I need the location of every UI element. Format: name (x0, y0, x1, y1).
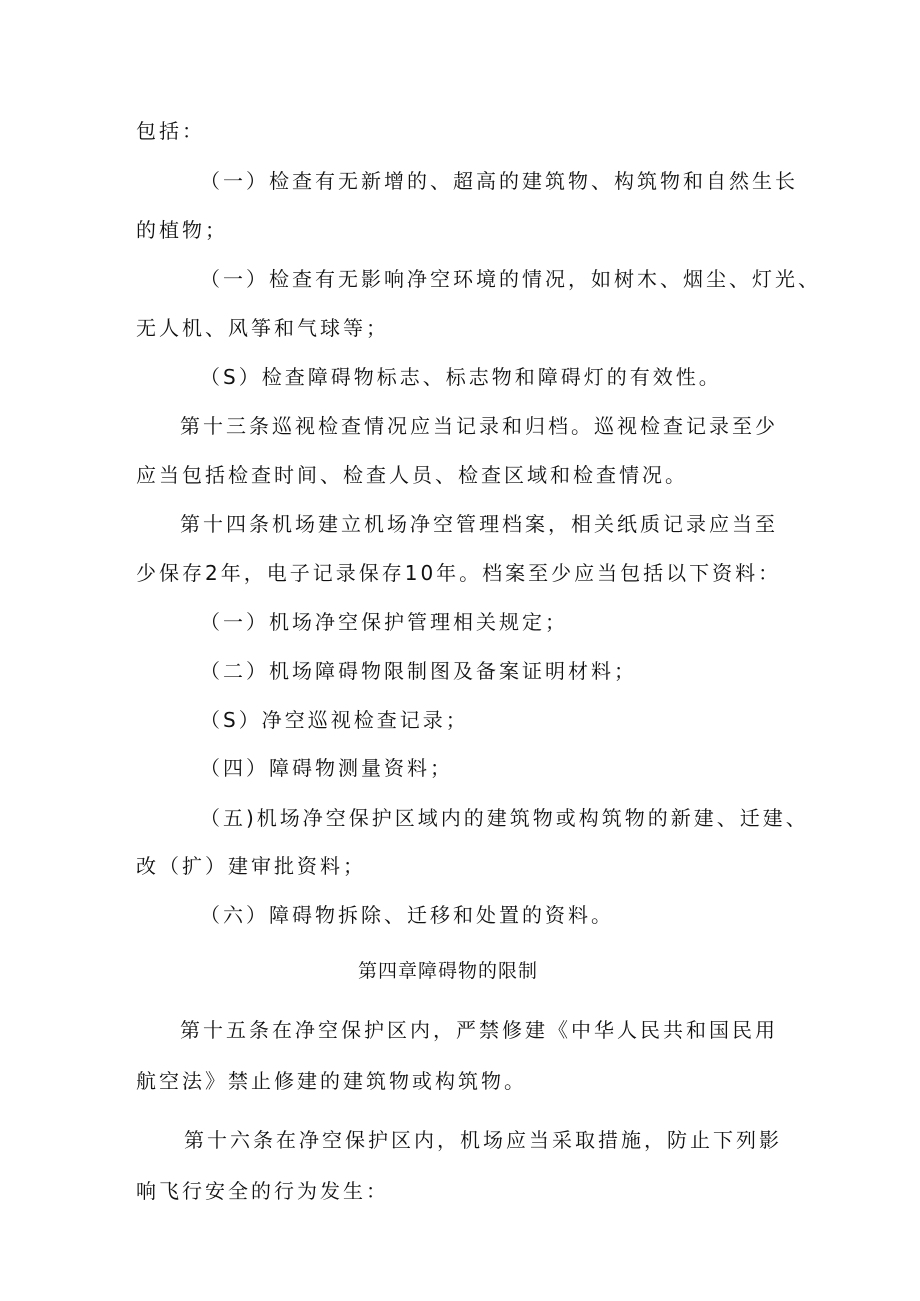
text-line: 第十三条巡视检查情况应当记录和归档。巡视检查记录至少 (180, 414, 778, 438)
text-line: 包括： (136, 119, 205, 143)
text-line: （二）机场障碍物限制图及备案证明材料； (200, 659, 637, 683)
text-line: （四）障碍物测量资料； (200, 756, 453, 780)
text-line: （一）检查有无新增的、超高的建筑物、构筑物和自然生长 (200, 169, 798, 193)
text-line: （S）检查障碍物标志、标志物和障碍灯的有效性。 (200, 365, 722, 389)
chapter-heading: 第四章障碍物的限制 (358, 960, 539, 982)
text-line: 第十四条机场建立机场净空管理档案，相关纸质记录应当至 (180, 512, 778, 536)
text-line: （一）检查有无影响净空环境的情况，如树木、烟尘、灯光、 (200, 267, 821, 291)
text-line: 无人机、风筝和气球等； (136, 316, 389, 340)
text-line: （六）障碍物拆除、迁移和处置的资料。 (200, 903, 614, 927)
text-line: 航空法》禁止修建的建筑物或构筑物。 (136, 1069, 527, 1093)
text-line: （五)机场净空保护区域内的建筑物或构筑物的新建、迁建、 (200, 806, 809, 830)
text-line: （S）净空巡视检查记录； (200, 708, 469, 732)
text-line: 第十五条在净空保护区内，严禁修建《中华人民共和国民用 (180, 1018, 778, 1042)
text-line: 少保存2年，电子记录保存10年。档案至少应当包括以下资料： (136, 561, 782, 585)
text-line: 改（扩）建审批资料； (136, 854, 366, 878)
text-line: 的植物； (136, 218, 228, 242)
text-line: 响飞行安全的行为发生： (136, 1179, 389, 1203)
text-line: （一）机场净空保护管理相关规定； (200, 610, 568, 634)
text-line: 应当包括检查时间、检查人员、检查区域和检查情况。 (136, 463, 688, 487)
text-line: 第十六条在净空保护区内，机场应当采取措施，防止下列影 (184, 1128, 782, 1152)
